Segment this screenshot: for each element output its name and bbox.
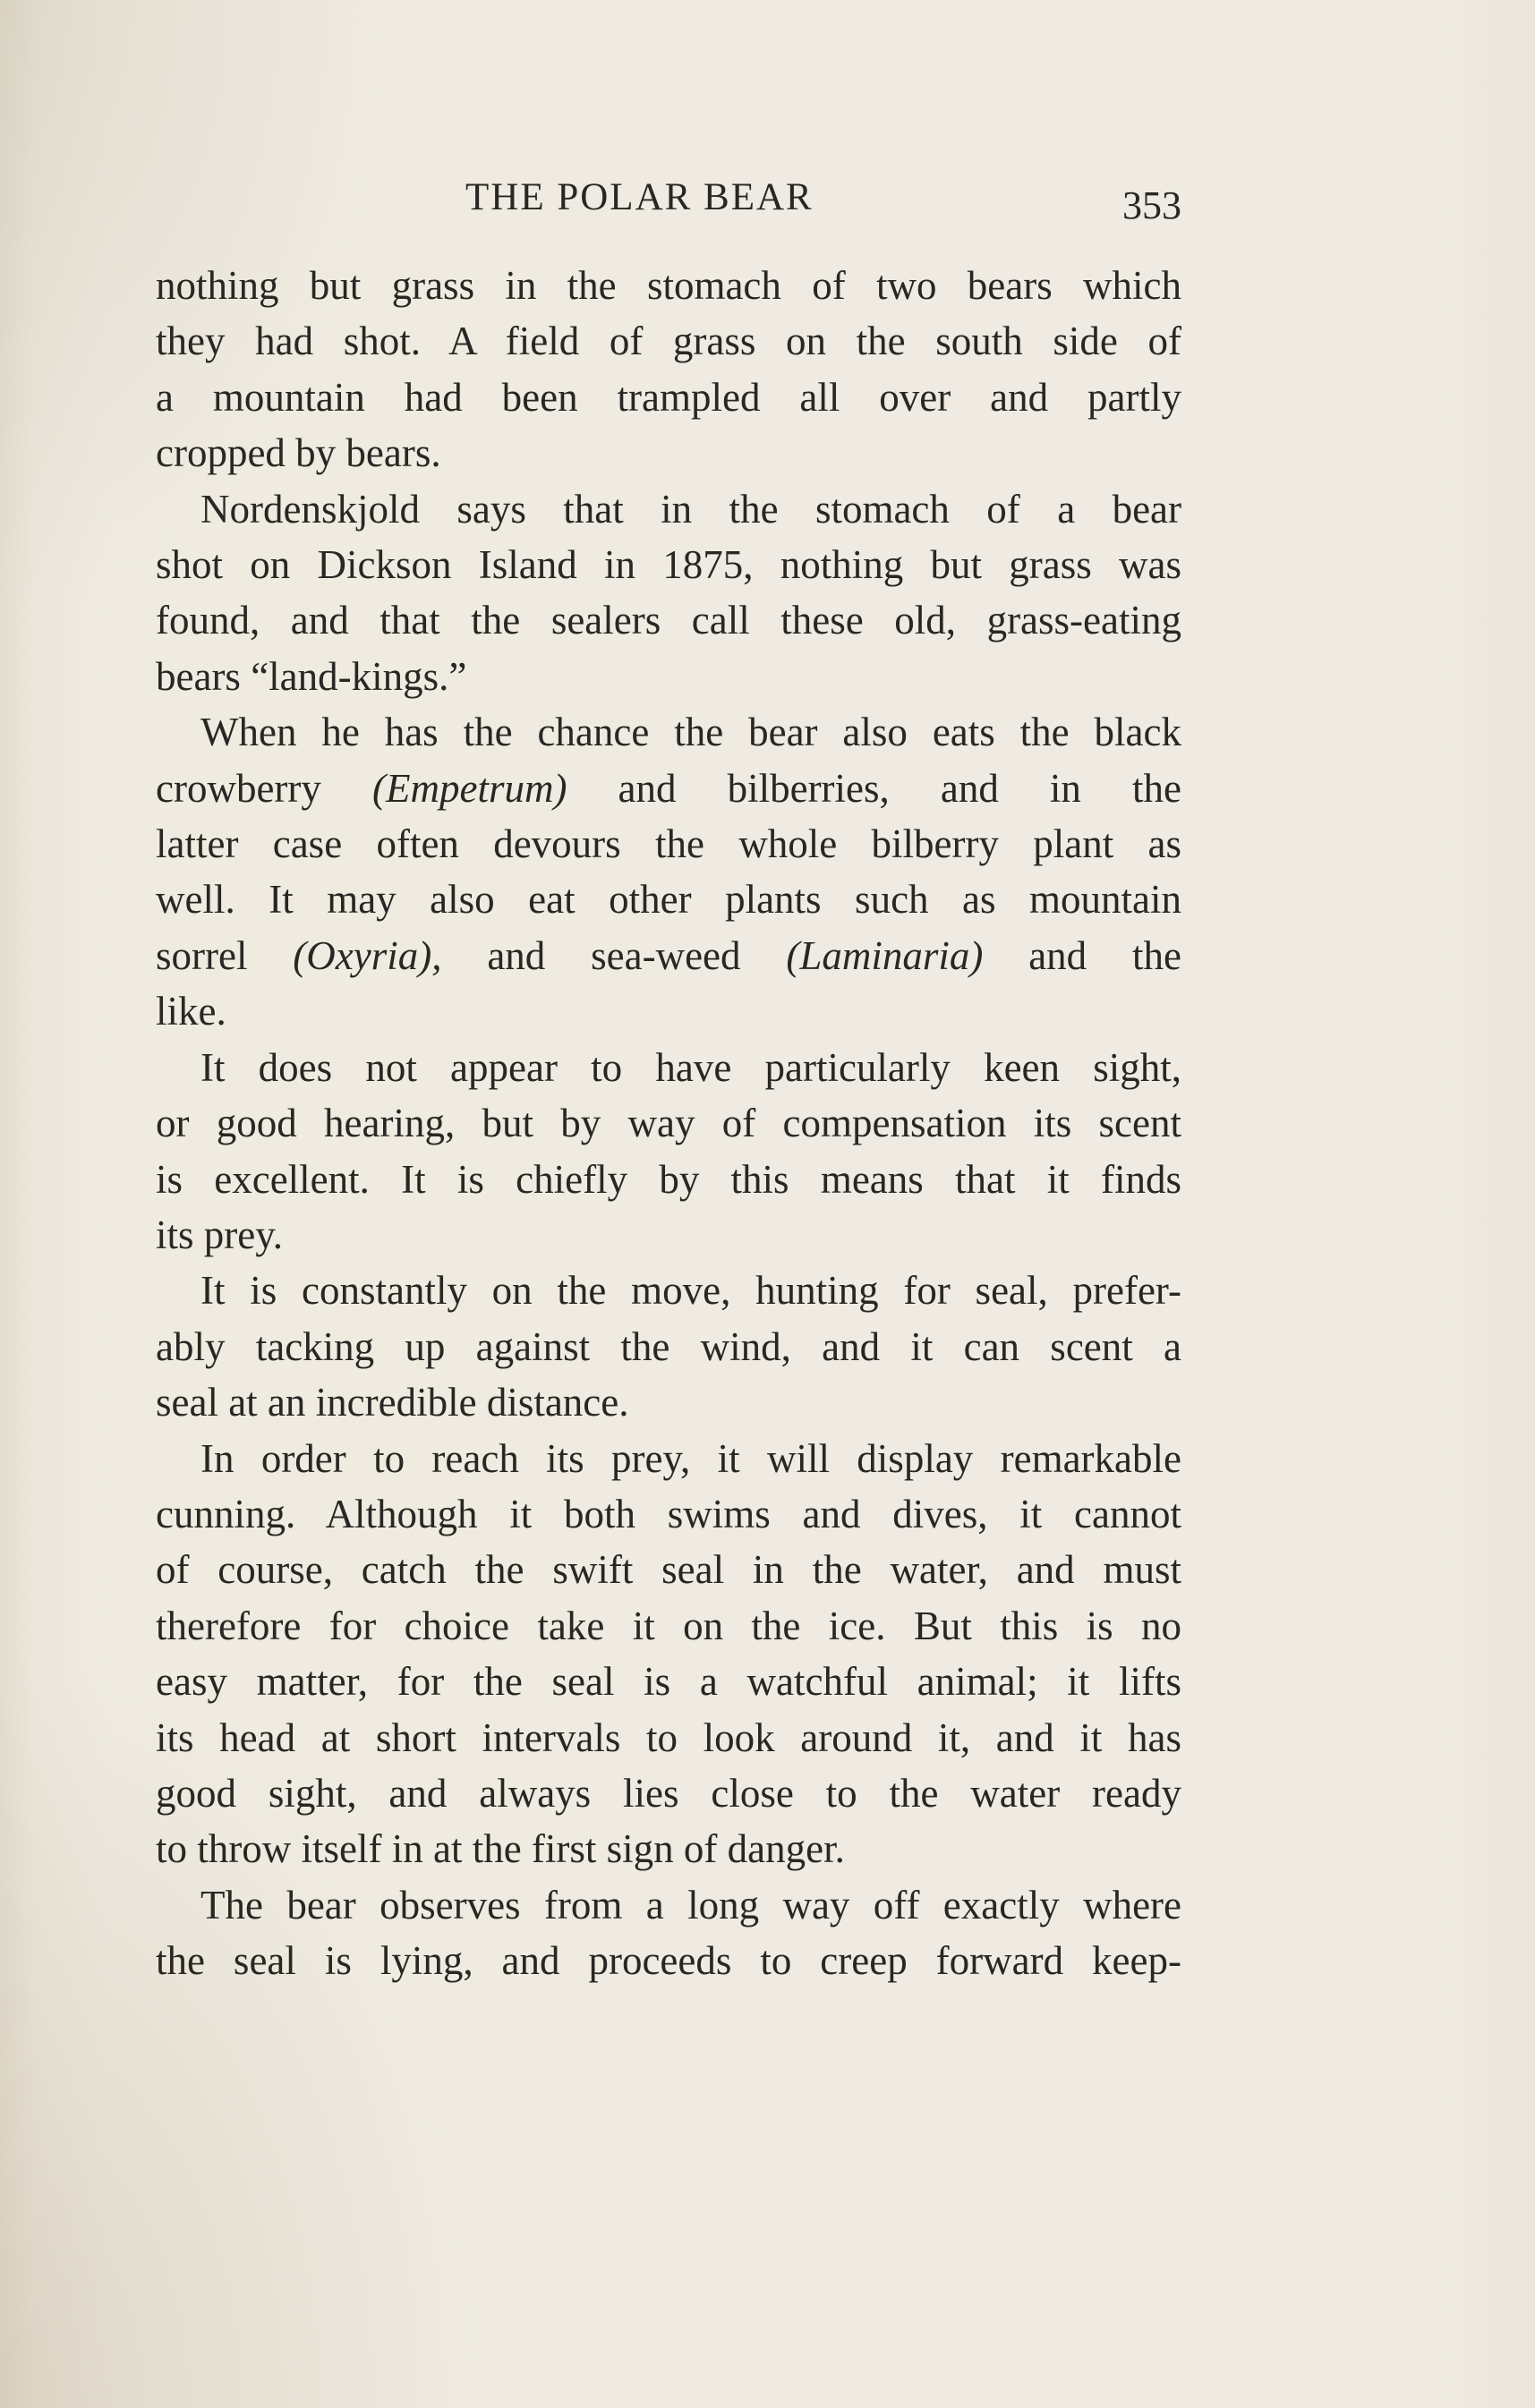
page-header (156, 175, 1181, 229)
text-line: they had shot. A field of grass on the south side of (156, 319, 1181, 364)
text-line: is excellent. It is chiefly by this means that it finds (156, 1156, 1181, 1202)
running-title: THE POLAR BEAR (465, 176, 814, 218)
text-line: latter case often devours the whole bilberry plant as (156, 821, 1181, 867)
text-line: shot on Dickson Island in 1875, nothing but grass was (156, 542, 1181, 588)
text-line: cunning. Although it both swims and dives, it cannot (156, 1491, 1181, 1536)
text-line: It does not appear to have particularly keen sight, (200, 1044, 1181, 1090)
text-line: well. It may also eat other plants such as mountain (156, 877, 1181, 923)
text-segment: crowberry (156, 765, 372, 811)
text-line: like. (156, 989, 226, 1034)
text-line: therefore for choice take it on the ice. But this is no (156, 1603, 1181, 1648)
text-line: to throw itself in at the first sign of danger. (156, 1826, 845, 1872)
italic-term: (Empetrum) (372, 765, 567, 811)
text-line: found, and that the sealers call these old, grass-eating (156, 598, 1181, 643)
italic-term: (Oxyria), (293, 932, 442, 978)
text-line (156, 761, 1181, 816)
italic-term: (Laminaria) (786, 932, 984, 978)
text-line: Nordenskjold says that in the stomach of a bear (200, 486, 1181, 532)
text-line: of course, catch the swift seal in the water, and must (156, 1547, 1181, 1593)
text-line (156, 928, 1181, 983)
text-segment: sorrel (156, 932, 294, 978)
text-line: cropped by bears. (156, 430, 441, 476)
text-line: its prey. (156, 1212, 284, 1257)
page-number: 353 (1122, 183, 1181, 227)
text-segment: and bilberries, and in the (567, 765, 1181, 811)
text-segment: and sea-weed (441, 932, 787, 978)
text-line: ably tacking up against the wind, and it can scent a (156, 1323, 1181, 1369)
text-segment: and the (983, 932, 1181, 978)
text-line: its head at short intervals to look around it, and it has (156, 1715, 1181, 1760)
text-line: When he has the chance the bear also eats the black (200, 710, 1181, 755)
text-line: nothing but grass in the stomach of two bears which (156, 263, 1181, 308)
text-line: a mountain had been trampled all over and partly (156, 374, 1181, 420)
text-line: good sight, and always lies close to the water ready (156, 1770, 1181, 1816)
text-line: or good hearing, but by way of compensation its scent (156, 1101, 1181, 1146)
text-line: In order to reach its prey, it will display remarkable (200, 1435, 1181, 1481)
text-line: The bear observes from a long way off exactly where (200, 1882, 1181, 1927)
text-line: the seal is lying, and proceeds to creep forward keep- (156, 1938, 1181, 1984)
text-line: easy matter, for the seal is a watchful animal; it lifts (156, 1659, 1181, 1705)
text-line: seal at an incredible distance. (156, 1380, 629, 1425)
body-text (156, 258, 1181, 1989)
text-line: bears “land-kings.” (156, 653, 467, 699)
text-line: It is constantly on the move, hunting for seal, prefer- (200, 1268, 1181, 1314)
